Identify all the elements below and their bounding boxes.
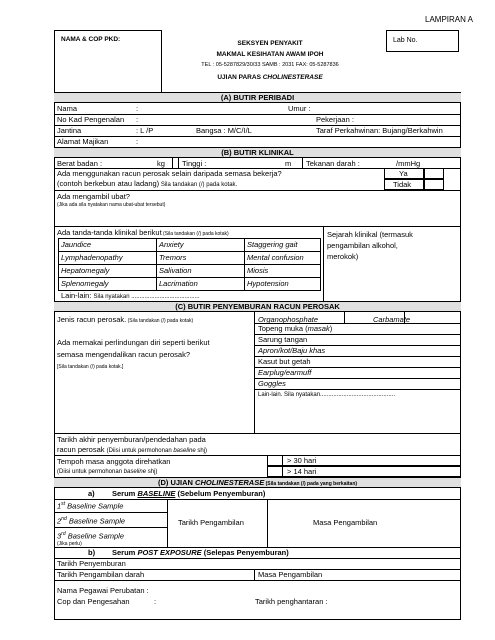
cop-colon: : [154,597,157,606]
tarikh-akhir-line1: Tarikh akhir penyemburan/pendedahan pada [57,435,206,444]
row-divider [54,226,461,227]
14-hari-checkbox[interactable] [267,466,283,477]
tinggi-label: Tinggi : [182,159,207,168]
lab-no-label: Lab No. [393,37,418,44]
ya-box[interactable] [384,168,424,179]
tarikh-penghantaran-label: Tarikh penghantaran : [255,597,328,606]
nama-pegawai-label: Nama Pegawai Perubatan : [57,586,149,595]
jantina-label: Jantina [57,126,82,135]
nama-cop-box [54,30,162,93]
baseline-sample-2: 2nd Baseline Sample [57,516,126,526]
ubat-note: (Jika ada sila nyatakan nama ubat-ubat tersebut) [57,202,166,208]
tempoh-note: (Diisi untuk permohonan baseline shj) [57,469,158,475]
sign-staggering-gait[interactable]: Staggering gait [247,240,298,249]
serum-baseline-title: Serum BASELINE (Sebelum Penyemburan) [112,489,266,498]
sample-divider [54,512,167,513]
ubat-label: Ada mengambil ubat? [57,192,130,201]
lain-lain-signs: Lain-lain: Sila nyatakan ......................................... [61,291,200,300]
serum-post-label: b) [88,548,96,557]
baseline-sample-1: 1st Baseline Sample [57,501,124,511]
section-d-title: (D) UJIAN CHOLINESTERASE (Sila tandakan (/) pada yang berkaitan) [54,477,461,488]
baseline-divider [167,499,168,547]
ppe-lain-lain[interactable]: Lain-lain. Sila nyatakan............................................. [258,392,396,398]
30-hari-cell [282,455,461,466]
sample-divider [54,527,167,528]
sejarah-line: pengambilan alkohol, [327,241,398,250]
row-divider [54,190,461,191]
signs-grid [58,238,320,290]
sign-mental-confusion[interactable]: Mental confusion [247,253,304,262]
signs-row-divider [58,251,321,252]
signs-row-divider [58,264,321,265]
tinggi-divider [302,158,303,168]
signs-row-divider [58,277,321,278]
lindungan-question [57,337,210,373]
tidak-checkbox[interactable] [424,179,444,190]
section-c-title: (C) BUTIR PENYEMBURAN RACUN PEROSAK [54,301,461,312]
tarikh-penyemburan-label: Tarikh Penyemburan [57,559,126,568]
tarikh-akhir-line2: racun perosak (Diisi untuk permohonan baseline shj) [57,445,208,454]
tekanan-label: Tekanan darah : [306,159,360,168]
tanda-label: Ada tanda-tanda klinikal berikut (Sila tandakan (/) pada kotak) [57,228,229,237]
14-hari-cell [282,466,461,477]
baseline-divider [267,499,268,547]
ppe-topeng-muka[interactable]: Topeng muka (masak) [258,324,333,333]
form-left-border [54,92,55,620]
alamat-colon: : [136,137,139,146]
ppe-kasut-but[interactable]: Kasut but getah [258,357,311,366]
lindungan-line: Ada memakai perlindungan diri seperti berikut [57,338,210,347]
no-kad-label: No Kad Pengenalan [57,115,125,124]
30-hari-checkbox[interactable] [267,455,283,466]
section-b-title: (B) BUTIR KLINIKAL [54,147,461,158]
lindungan-note: [Sila tandakan (/) pada kotak.] [57,364,124,370]
sejarah-line: Sejarah klinikal (termasuk [327,230,413,239]
section-a-title: (A) BUTIR PERIBADI [54,92,461,103]
tarikh-pengambilan-darah-label: Tarikh Pengambilan darah [57,570,145,579]
lindungan-line: semasa mengendalikan racun perosak? [57,350,190,359]
form-bottom-border [54,619,461,620]
row-divider [54,136,461,137]
mmhg-unit: /mmHg [396,159,421,168]
sign-hypotension[interactable]: Hypotension [247,279,289,288]
jantina-value: : L /P [136,126,154,135]
14-hari-label: > 14 hari [287,467,317,476]
alamat-label: Alamat Majikan [57,137,109,146]
pekerjaan-label: Pekerjaan : [316,115,354,124]
jika-perlu: (Jika perlu) [57,541,82,547]
sign-lacrimation[interactable]: Lacrimation [159,279,198,288]
header-contact: TEL : 05-5287829/30/33 SAMB : 2031 FAX: 05-5287836 [201,62,339,68]
ppe-goggles[interactable]: Goggles [258,379,286,388]
row-divider [54,580,461,581]
carbamate-option[interactable]: Carbamate [373,315,411,324]
sejarah-divider [323,226,324,301]
tempoh-label: Tempoh masa anggota direhatkan [57,457,171,466]
sign-miosis[interactable]: Miosis [247,266,269,275]
nama-colon: : [136,104,139,113]
row-divider [54,499,461,500]
tarikh-pengambilan-label: Tarikh Pengambilan [178,518,244,527]
ya-label: Ya [399,169,408,178]
sign-lymphadenopathy[interactable]: Lymphadenopathy [61,253,123,262]
tidak-label: Tidak [393,180,412,189]
sign-splenomegaly[interactable]: Splenomegaly [61,279,109,288]
jenis-racun-label: Jenis racun perosak. (Sila tandakan (/) pada kotak) [57,315,194,324]
berat-label: Berat badan : [57,159,103,168]
m-unit: m [285,159,292,168]
cop-pengesahan-label: Cop dan Pengesahan [57,597,130,606]
sejarah-text [327,229,413,262]
header-test-title: UJIAN PARAS CHOLINESTERASE [217,74,323,81]
ya-checkbox[interactable] [424,168,444,179]
30-hari-label: > 30 hari [287,456,317,465]
kg-unit: kg [157,159,165,168]
serum-post-title: Serum POST EXPOSURE (Selepas Penyemburan) [112,548,289,557]
ppe-earplug[interactable]: Earplug/earmuff [258,368,312,377]
ppe-sarung-tangan[interactable]: Sarung tangan [258,335,308,344]
nama-label: Nama [57,104,78,113]
masa-divider [254,569,255,580]
organo-divider [344,312,345,323]
masa-pengambilan-post: Masa Pengambilan [258,570,323,579]
row-divider [54,433,461,434]
q-racun-lain-line1: Ada menggunakan racun perosak selain daripada semasa bekerja? [57,169,282,178]
sign-hepatomegaly[interactable]: Hepatomegaly [61,266,110,275]
sejarah-line: merokok) [327,252,359,261]
sign-anxiety[interactable]: Anxiety [159,240,184,249]
sign-tremors[interactable]: Tremors [159,253,187,262]
header-lab-name: MAKMAL KESIHATAN AWAM IPOH [216,51,324,58]
lab-no-box [386,30,459,52]
ppe-row-divider [254,389,461,390]
nama-cop-label: NAMA & COP PKD: [61,36,121,43]
q-racun-lain-line2: (contoh berkebun atau ladang) Sila tandakan (/) pada kotak. [57,179,238,188]
ppe-apron[interactable]: Apron/kot/Baju khas [258,346,326,355]
no-kad-colon: : [136,115,139,124]
tidak-box[interactable] [384,179,424,190]
umur-label: Umur : [288,104,311,113]
header-section: SEKSYEN PENYAKIT [237,40,303,47]
taraf-label: Taraf Perkahwinan: Bujang/Berkahwin [316,126,443,135]
serum-baseline-label: a) [88,489,95,498]
baseline-sample-3: 3rd Baseline Sample [57,531,124,541]
ppe-left-border [254,312,255,433]
sign-salivation[interactable]: Salivation [159,266,192,275]
lampiran-label: LAMPIRAN A [425,15,474,24]
masa-pengambilan-label: Masa Pengambilan [313,518,378,527]
organophosphate-option[interactable]: Organophosphate [258,315,319,324]
sign-jaundice[interactable]: Jaundice [61,240,92,249]
lab-header [160,38,380,84]
berat-divider [172,158,179,168]
bangsa-label: Bangsa : M/C/I/L [196,126,252,135]
